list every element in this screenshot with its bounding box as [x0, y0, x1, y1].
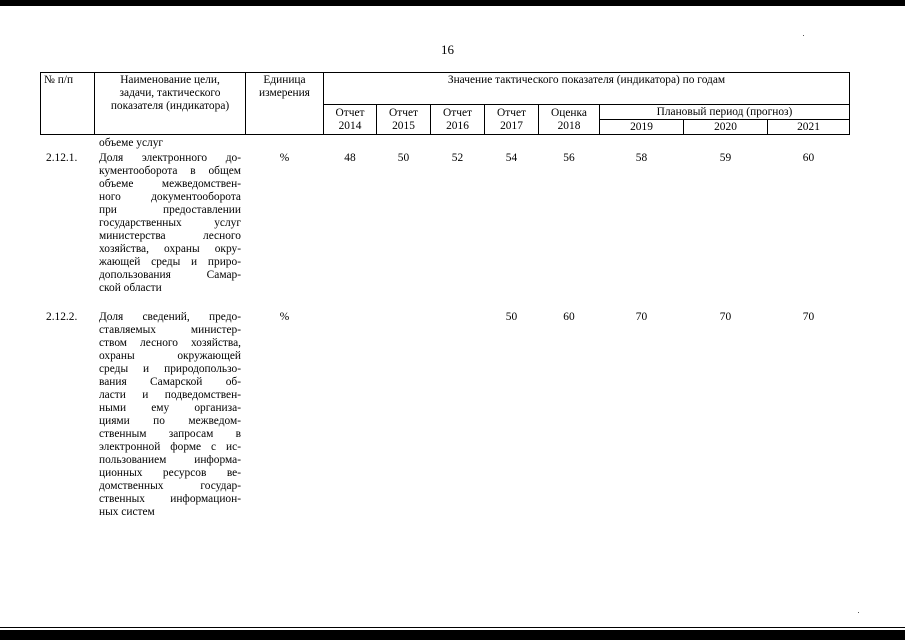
value-2021: 70	[802, 311, 815, 323]
unit-cell: %	[279, 311, 290, 323]
value-2019: 70	[635, 311, 648, 323]
header-plan-2019: 2019	[630, 121, 653, 133]
header-col-2018: Оценка 2018	[551, 107, 587, 132]
value-2020: 70	[719, 311, 732, 323]
value-2018: 56	[563, 152, 575, 164]
header-plan-group: Плановый период (прогноз)	[656, 106, 793, 118]
scan-speck	[803, 35, 804, 36]
value-2016: 52	[451, 152, 464, 164]
page-number: 16	[441, 42, 454, 57]
value-2017: 54	[505, 152, 518, 164]
value-2015: 50	[397, 152, 410, 164]
carry-over-text: объеме услуг	[99, 137, 164, 149]
scan-border-top	[0, 0, 905, 6]
indicator-name: Доля электронного до- кументооборота в общем объеме межведомствен- ного документооборота при предоставлении государственных услуг министерства лесного хозяйства, охраны окру- жающей среды и приро- допользования Самар- ской области	[99, 152, 241, 294]
value-2014: 48	[344, 152, 356, 164]
header-col-2017: Отчет 2017	[497, 107, 526, 132]
header-plan-2020: 2020	[714, 121, 737, 133]
header-plan-2021: 2021	[797, 121, 820, 133]
scan-border-bottom	[0, 630, 905, 640]
header-col-2015: Отчет 2015	[389, 107, 418, 132]
header-col-2016: Отчет 2016	[443, 107, 472, 132]
scan-border-bottom-thin	[0, 627, 905, 628]
header-col-2014: Отчет 2014	[335, 107, 365, 132]
value-2018: 60	[563, 311, 575, 323]
row-number: 2.12.2.	[46, 311, 78, 323]
indicator-name: Доля сведений, предо- ставляемых министер- ством лесного хозяйства, охраны окружающей среды и природопользо- вания Самарской об- ласти и подведомствен- ными ему организа- циями по межведом- ственным запросам в электронной форме с ис- пользованием информа- ционных ресурсов ве- домственных государ- ственных информацион- ных систем	[99, 311, 241, 518]
value-2021: 60	[802, 152, 815, 164]
value-2019: 58	[635, 152, 648, 164]
header-name: Наименование цели, задачи, тактического показателя (индикатора)	[110, 74, 230, 112]
value-2017: 50	[505, 311, 518, 323]
unit-cell: %	[279, 152, 290, 164]
header-value-group: Значение тактического показателя (индикатора) по годам	[447, 74, 726, 86]
header-unit: Единица измерения	[259, 74, 310, 99]
scan-speck	[858, 612, 859, 613]
value-2020: 59	[719, 152, 732, 164]
row-number: 2.12.1.	[46, 152, 78, 164]
header-num: № п/п	[44, 74, 74, 86]
